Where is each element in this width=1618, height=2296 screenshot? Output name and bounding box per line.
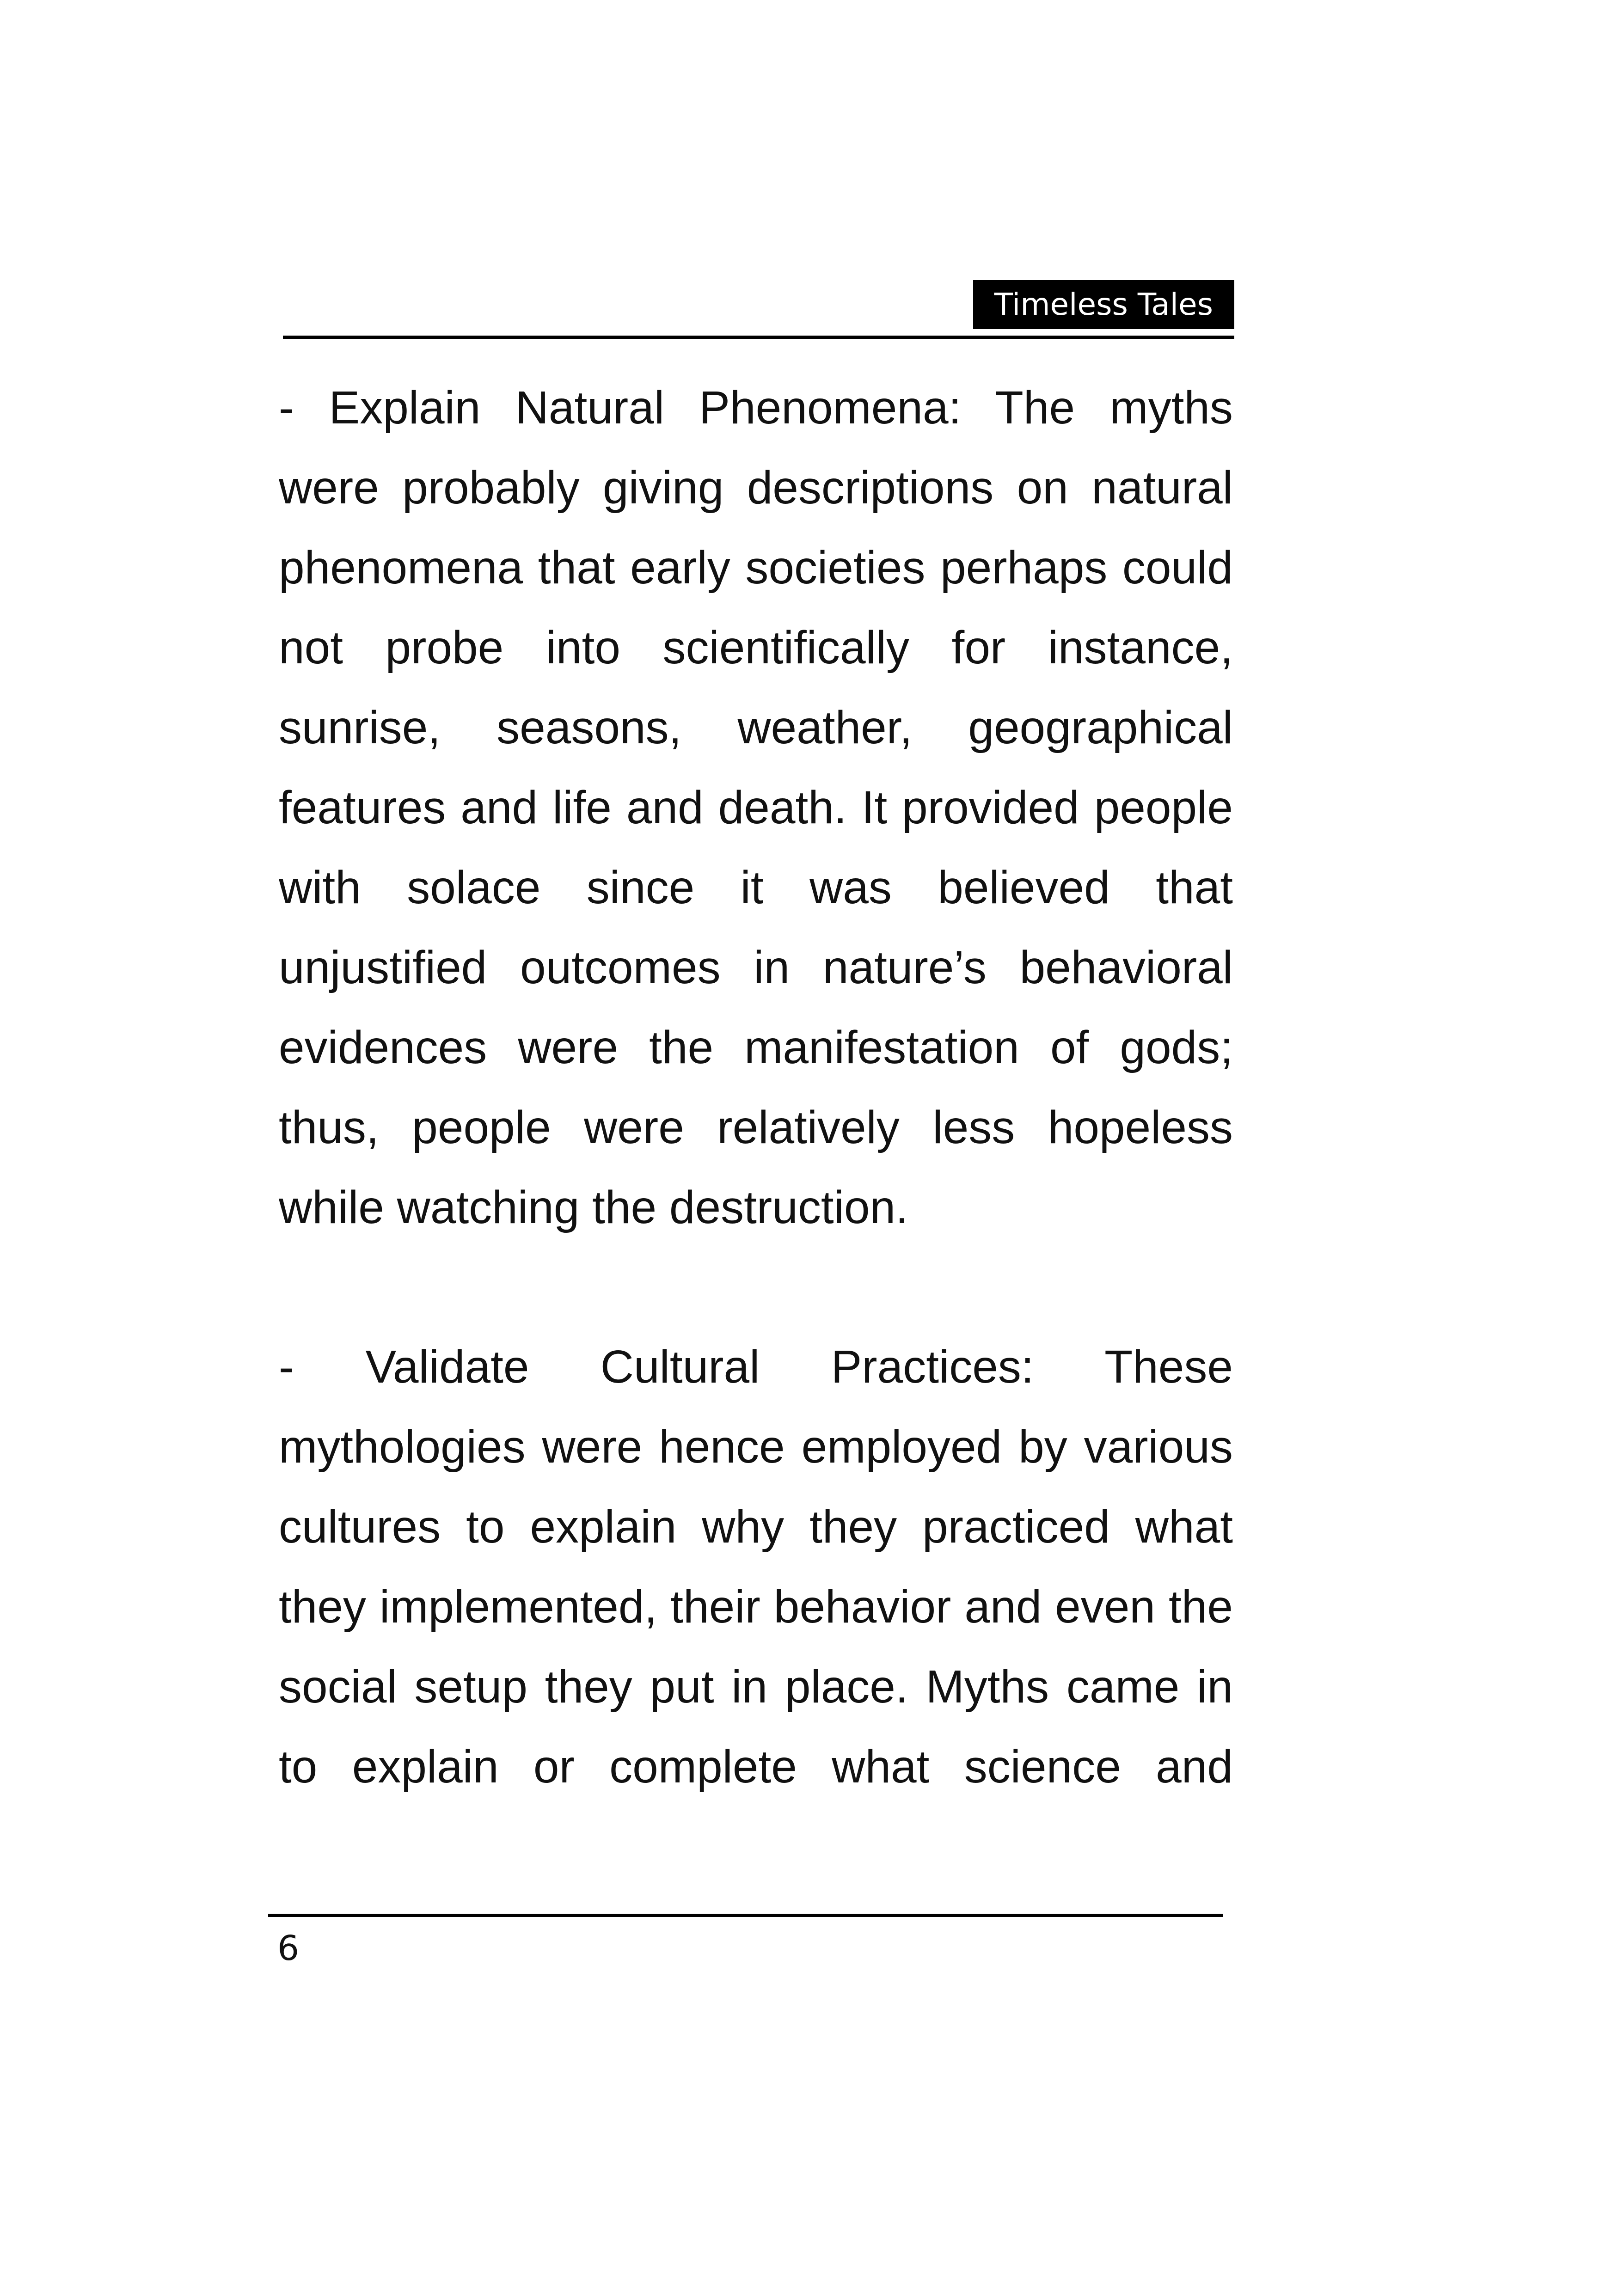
footer-rule bbox=[268, 1914, 1223, 1917]
running-header-title: Timeless Tales bbox=[973, 280, 1234, 329]
header-rule bbox=[283, 336, 1234, 339]
paragraph-cultural-practices: - Validate Cultural Practices: These mythologies were hence employed by various cultures to explain why they practiced what they implemented, their behavior and even the social setup they put in place. Myths came in to explain or complete what science and bbox=[279, 1341, 1233, 1793]
page-number: 6 bbox=[277, 1929, 300, 1968]
paragraph-natural-phenomena: - Explain Natural Phenomena: The myths were probably giving descriptions on natural phenomena that early societies perhaps could not probe into scientifically for instance, sunrise, seasons, weather, geographical features and life and death. It provided people with solace since it was believed that unjustified outcomes in nature’s behavioral evidences were the manifestation of gods; thus, people were relatively less hopeless while watching the destruction. bbox=[279, 382, 1233, 1233]
